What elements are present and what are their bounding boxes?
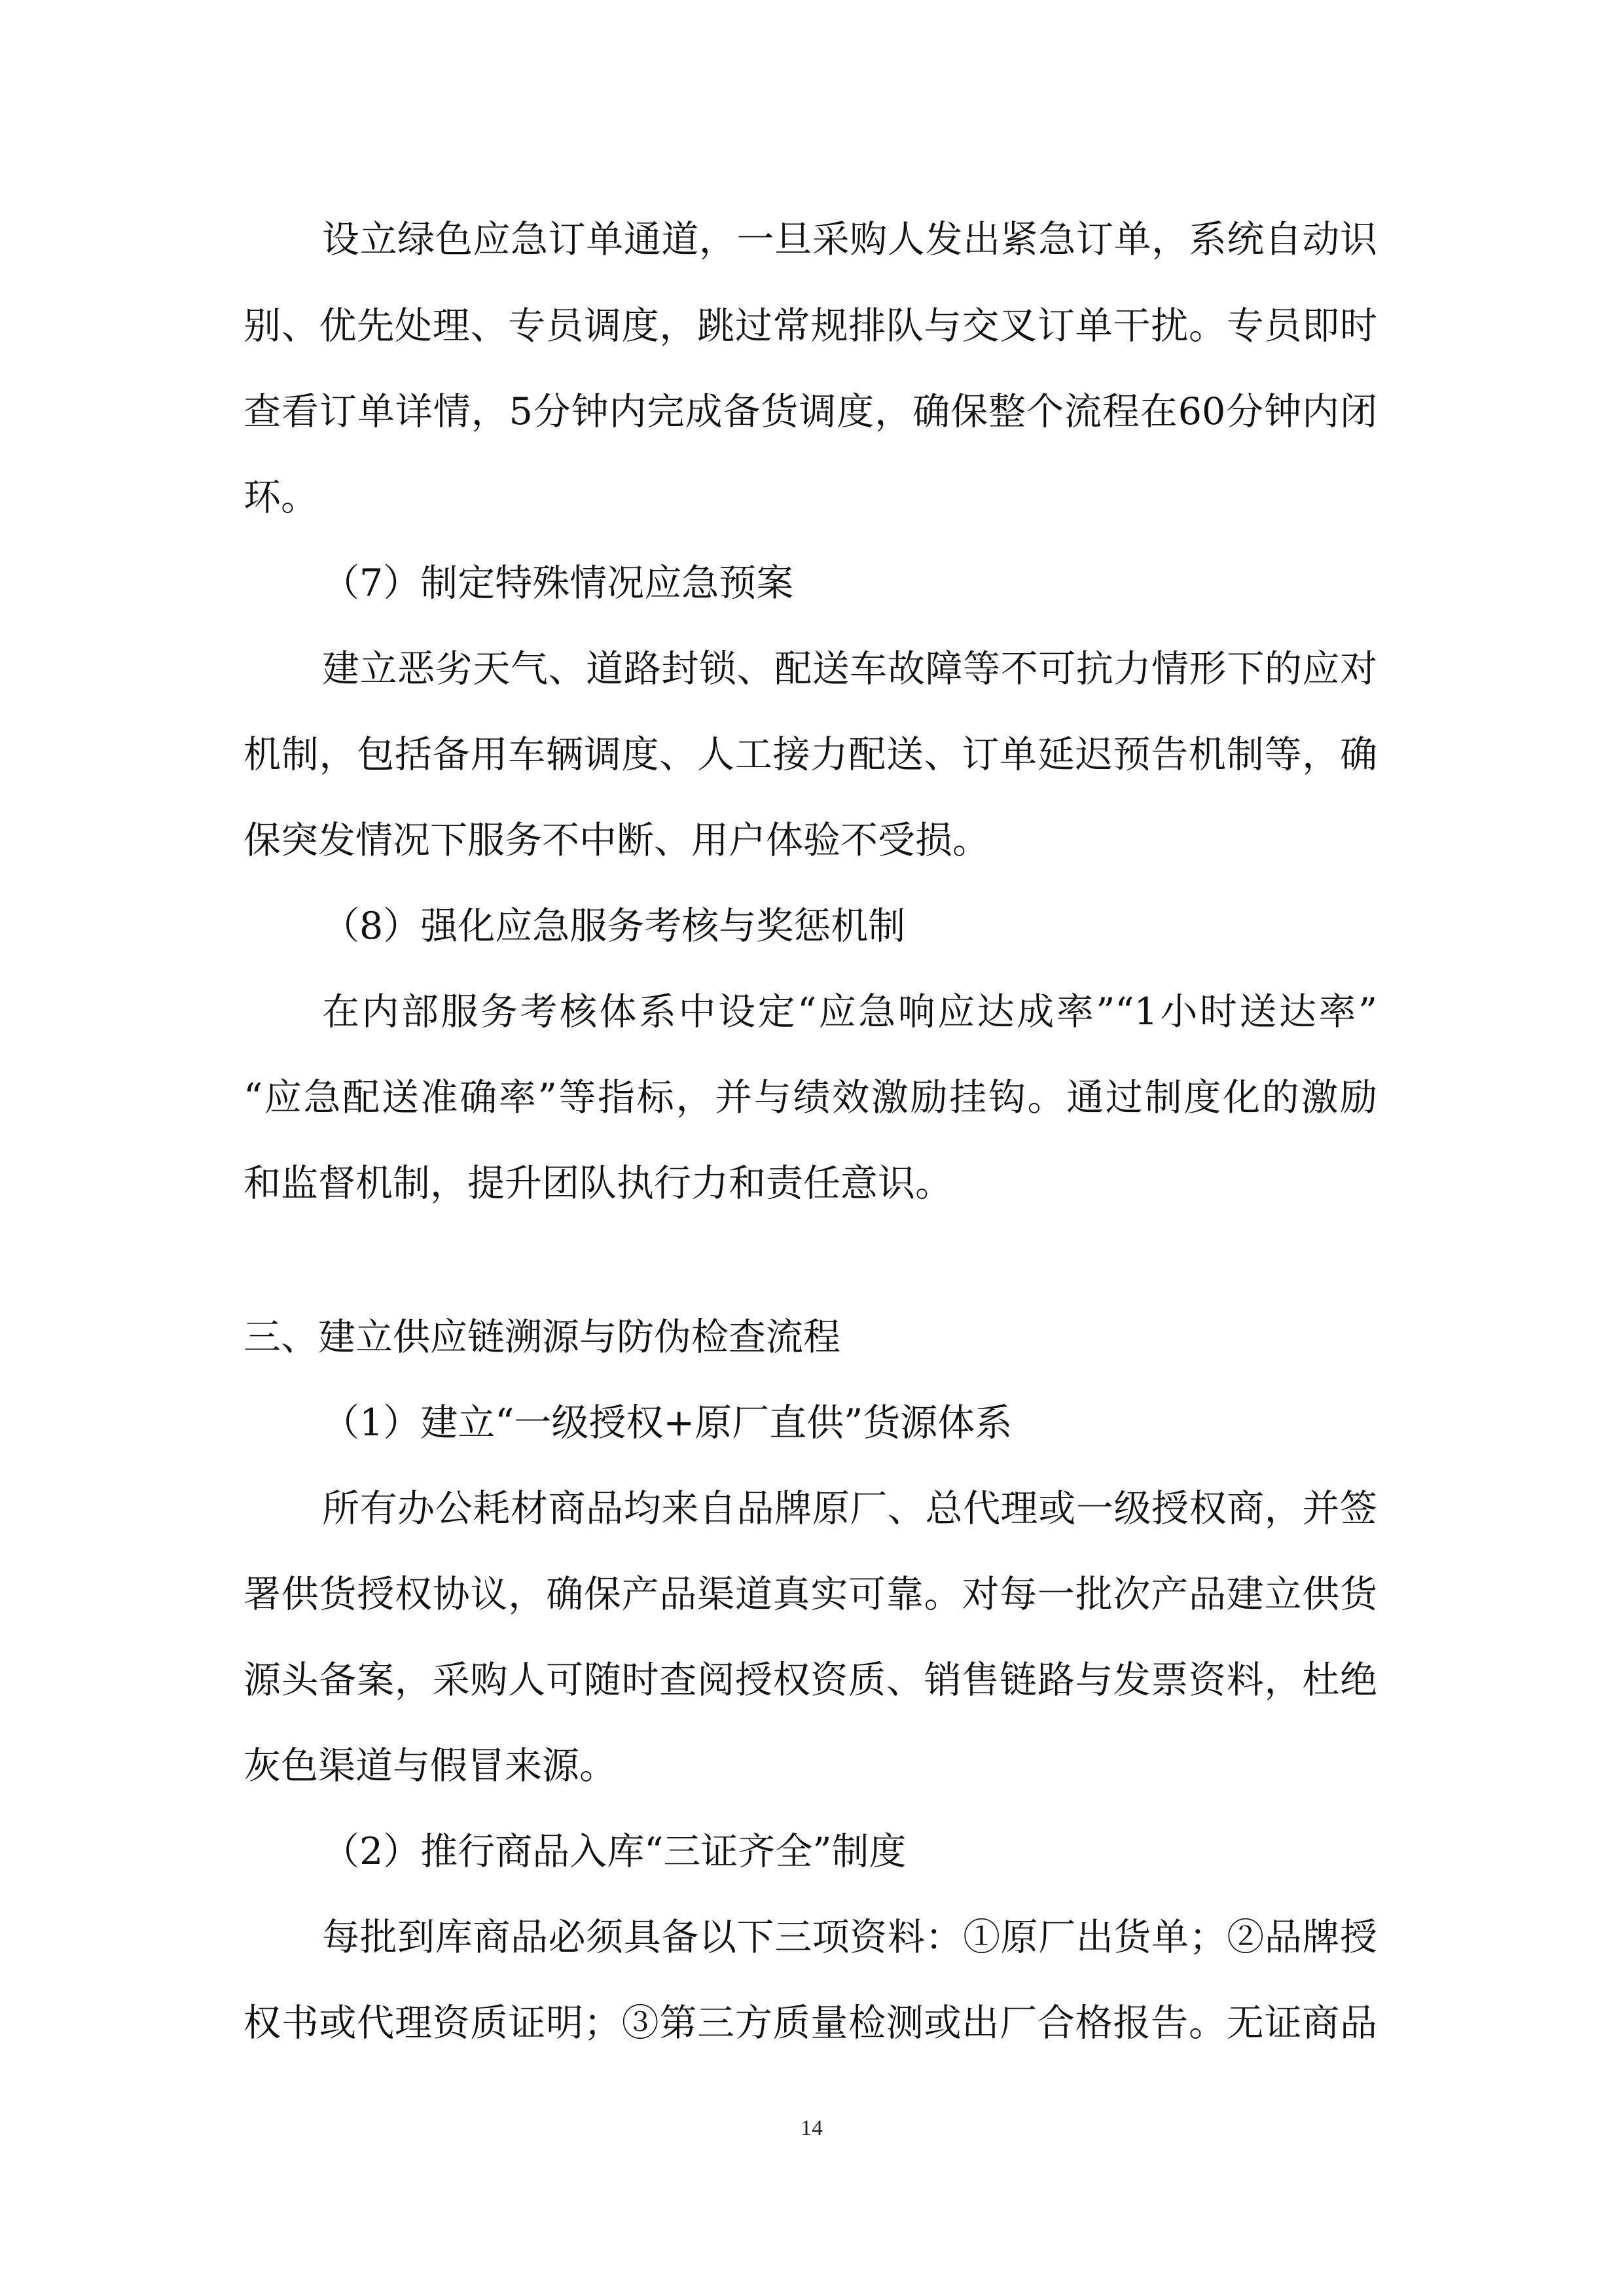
section-heading: （2）推行商品入库“三证齐全”制度	[322, 1830, 907, 1873]
paragraph-line: 权书或代理资质证明；③第三方质量检测或出厂合格报告。无证商品	[244, 2001, 1377, 2045]
paragraph-line: 查看订单详情，5分钟内完成备货调度，确保整个流程在60分钟内闭	[244, 390, 1377, 433]
paragraph-line: 别、优先处理、专员调度，跳过常规排队与交叉订单干扰。专员即时	[244, 304, 1377, 348]
paragraph-line: 署供货授权协议，确保产品渠道真实可靠。对每一批次产品建立供货	[244, 1573, 1377, 1616]
paragraph-line: 所有办公耗材商品均来自品牌原厂、总代理或一级授权商，并签	[322, 1487, 1377, 1530]
paragraph-line: 机制，包括备用车辆调度、人工接力配送、订单延迟预告机制等，确	[244, 733, 1377, 776]
section-heading: （8）强化应急服务考核与奖惩机制	[322, 905, 906, 948]
section-heading: （7）制定特殊情况应急预案	[322, 562, 794, 605]
page-number: 14	[801, 2116, 823, 2140]
chapter-heading: 三、建立供应链溯源与防伪检查流程	[244, 1316, 840, 1359]
paragraph-line: 建立恶劣天气、道路封锁、配送车故障等不可抗力情形下的应对	[322, 647, 1377, 691]
section-heading: （1）建立“一级授权+原厂直供”货源体系	[322, 1401, 1013, 1444]
paragraph-line: 保突发情况下服务不中断、用户体验不受损。	[244, 819, 990, 862]
paragraph-line: 设立绿色应急订单通道，一旦采购人发出紧急订单，系统自动识	[322, 218, 1377, 261]
paragraph-line: 和监督机制，提升团队执行力和责任意识。	[244, 1162, 952, 1205]
paragraph-line: 在内部服务考核体系中设定“应急响应达成率”“1小时送达率”	[322, 990, 1377, 1033]
paragraph-line: 灰色渠道与假冒来源。	[244, 1744, 617, 1787]
paragraph-line: 源头备案，采购人可随时查阅授权资质、销售链路与发票资料，杜绝	[244, 1659, 1377, 1702]
paragraph-line: “应急配送准确率”等指标，并与绩效激励挂钩。通过制度化的激励	[244, 1076, 1377, 1119]
paragraph-line: 环。	[244, 476, 318, 519]
paragraph-line: 每批到库商品必须具备以下三项资料：①原厂出货单；②品牌授	[322, 1916, 1377, 1959]
